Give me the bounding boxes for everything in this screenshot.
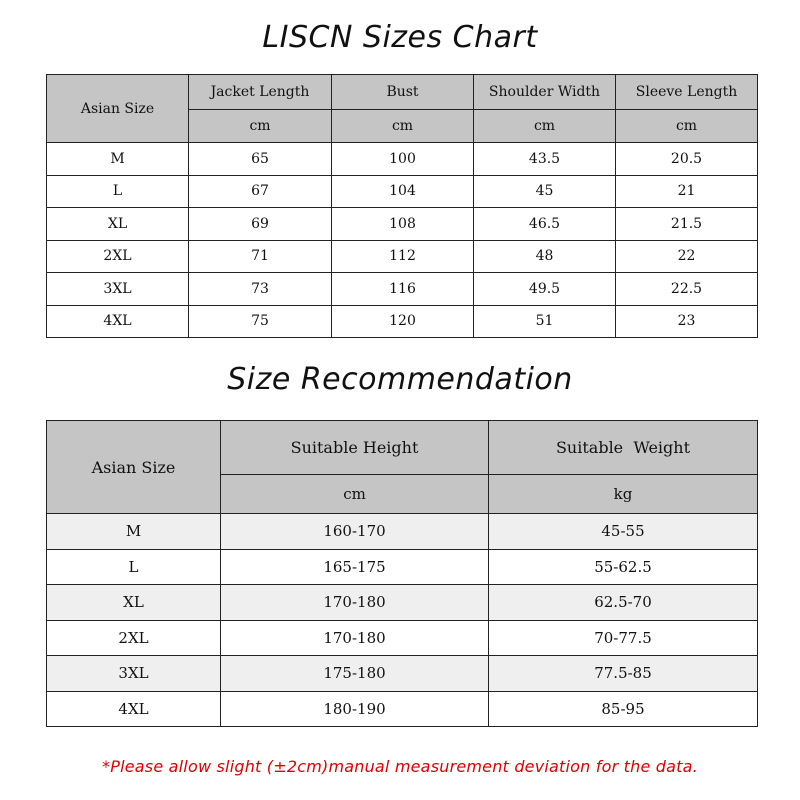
table-cell: 165-175 xyxy=(221,549,489,585)
size-chart-unit: cm xyxy=(616,110,758,143)
table-cell: 4XL xyxy=(47,691,221,727)
table-cell: 20.5 xyxy=(616,143,758,176)
table-cell: 43.5 xyxy=(474,143,616,176)
table-cell: 70-77.5 xyxy=(489,620,758,656)
size-chart-corner-header: Asian Size xyxy=(47,75,189,143)
table-row xyxy=(47,691,758,727)
recommendation-column-header: Suitable Height xyxy=(221,421,489,475)
table-cell: 49.5 xyxy=(474,273,616,306)
table-cell: 3XL xyxy=(47,273,189,306)
recommendation-column-header: Suitable Weight xyxy=(489,421,758,475)
table-cell: 67 xyxy=(189,175,332,208)
recommendation-unit: cm xyxy=(221,475,489,514)
table-cell: 3XL xyxy=(47,656,221,692)
table-cell: M xyxy=(47,143,189,176)
table-row xyxy=(47,208,758,241)
table-cell: 77.5-85 xyxy=(489,656,758,692)
size-chart-unit: cm xyxy=(189,110,332,143)
table-cell: 65 xyxy=(189,143,332,176)
table-row xyxy=(47,549,758,585)
size-chart-unit: cm xyxy=(332,110,474,143)
table-cell: 116 xyxy=(332,273,474,306)
table-cell: 48 xyxy=(474,240,616,273)
table-cell: XL xyxy=(47,585,221,621)
size-chart-table xyxy=(46,74,758,338)
size-chart-unit: cm xyxy=(474,110,616,143)
size-recommendation-title: Size Recommendation xyxy=(227,362,573,397)
table-cell: 22 xyxy=(616,240,758,273)
size-chart-column-header: Sleeve Length xyxy=(616,75,758,110)
table-cell: 170-180 xyxy=(221,585,489,621)
size-chart-column-header: Shoulder Width xyxy=(474,75,616,110)
table-cell: 69 xyxy=(189,208,332,241)
table-cell: L xyxy=(47,175,189,208)
table-cell: 108 xyxy=(332,208,474,241)
table-row xyxy=(47,656,758,692)
size-chart-column-header: Jacket Length xyxy=(189,75,332,110)
table-cell: 62.5-70 xyxy=(489,585,758,621)
table-cell: 175-180 xyxy=(221,656,489,692)
recommendation-corner-header: Asian Size xyxy=(47,421,221,514)
table-cell: 104 xyxy=(332,175,474,208)
table-row xyxy=(47,620,758,656)
table-cell: 22.5 xyxy=(616,273,758,306)
table-cell: 100 xyxy=(332,143,474,176)
table-cell: 112 xyxy=(332,240,474,273)
table-cell: 51 xyxy=(474,305,616,338)
size-recommendation-table xyxy=(46,420,758,727)
table-cell: 21 xyxy=(616,175,758,208)
table-row xyxy=(47,514,758,550)
table-cell: 23 xyxy=(616,305,758,338)
table-cell: 120 xyxy=(332,305,474,338)
table-row xyxy=(47,273,758,306)
table-cell: 4XL xyxy=(47,305,189,338)
table-row xyxy=(47,240,758,273)
size-chart-column-header: Bust xyxy=(332,75,474,110)
table-cell: 85-95 xyxy=(489,691,758,727)
table-cell: 180-190 xyxy=(221,691,489,727)
table-cell: 71 xyxy=(189,240,332,273)
table-cell: XL xyxy=(47,208,189,241)
table-cell: L xyxy=(47,549,221,585)
table-row xyxy=(47,143,758,176)
measurement-deviation-note: *Please allow slight (±2cm)manual measurement deviation for the data. xyxy=(102,757,698,776)
size-chart-title: LISCN Sizes Chart xyxy=(262,20,538,55)
table-cell: 2XL xyxy=(47,620,221,656)
table-cell: 73 xyxy=(189,273,332,306)
recommendation-unit: kg xyxy=(489,475,758,514)
table-row xyxy=(47,175,758,208)
table-cell: M xyxy=(47,514,221,550)
table-cell: 45-55 xyxy=(489,514,758,550)
table-cell: 46.5 xyxy=(474,208,616,241)
table-cell: 21.5 xyxy=(616,208,758,241)
table-row xyxy=(47,585,758,621)
table-cell: 75 xyxy=(189,305,332,338)
table-row xyxy=(47,305,758,338)
table-cell: 55-62.5 xyxy=(489,549,758,585)
table-cell: 170-180 xyxy=(221,620,489,656)
table-cell: 45 xyxy=(474,175,616,208)
table-cell: 2XL xyxy=(47,240,189,273)
table-cell: 160-170 xyxy=(221,514,489,550)
